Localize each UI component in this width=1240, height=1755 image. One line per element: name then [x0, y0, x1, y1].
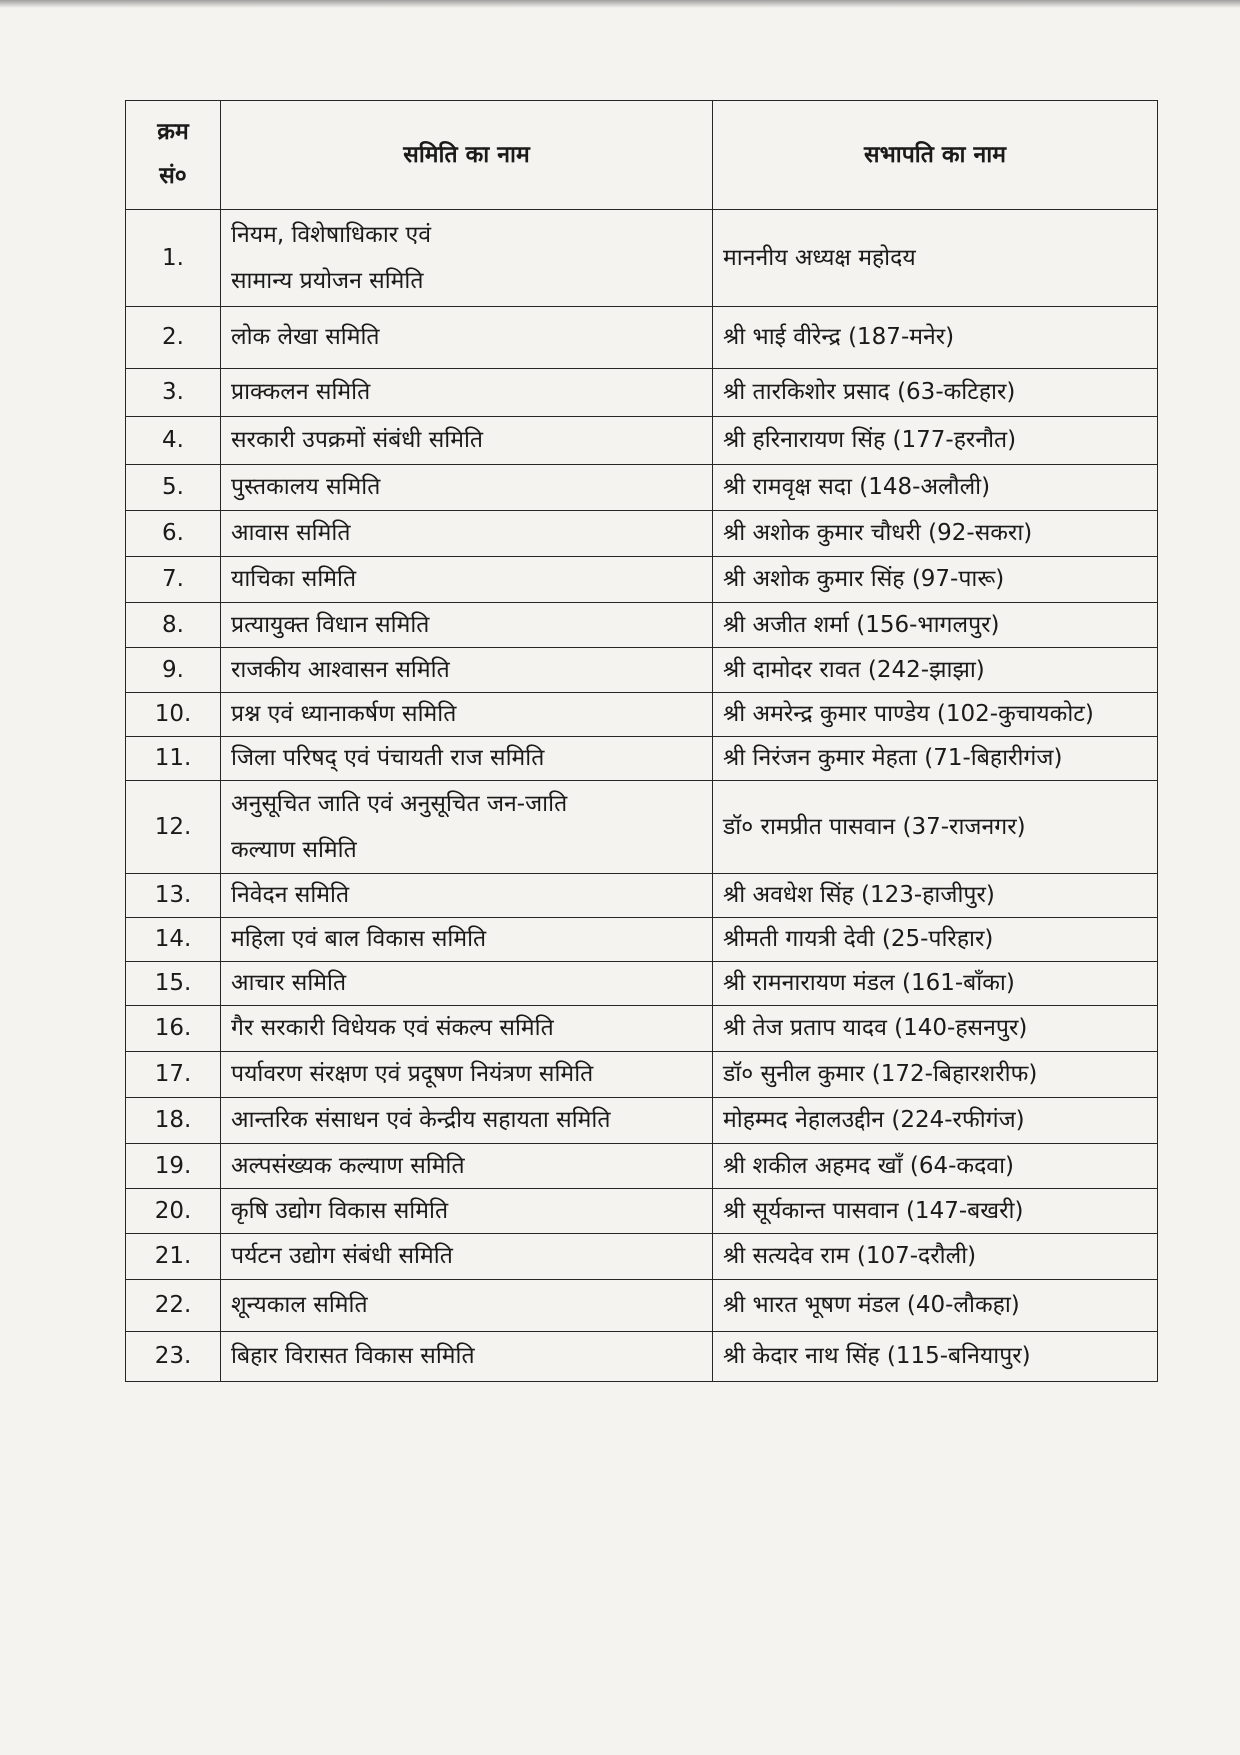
committee-name-cell: आचार समिति [221, 962, 713, 1006]
serial-number-cell: 14. [126, 918, 221, 962]
serial-header-line2: सं० [159, 163, 187, 189]
chairman-name-cell: डॉ० रामप्रीत पासवान (37-राजनगर) [713, 781, 1158, 874]
committee-name-line2: कल्याण समिति [231, 837, 357, 863]
serial-number-cell: 15. [126, 962, 221, 1006]
committee-name-line1: अनुसूचित जाति एवं अनुसूचित जन-जाति [231, 791, 568, 817]
table-row [126, 369, 1158, 417]
chairman-name-cell: माननीय अध्यक्ष महोदय [713, 210, 1158, 307]
committee-name-cell: पर्यटन उद्योग संबंधी समिति [221, 1234, 713, 1280]
document-page [125, 100, 1157, 1382]
serial-number-cell: 11. [126, 737, 221, 781]
chairman-name-cell: श्री तारकिशोर प्रसाद (63-कटिहार) [713, 369, 1158, 417]
committee-name-cell: प्राक्कलन समिति [221, 369, 713, 417]
scan-top-edge [0, 0, 1240, 8]
serial-number-cell: 1. [126, 210, 221, 307]
committee-name-cell: निवेदन समिति [221, 874, 713, 918]
chairman-name-cell: श्री केदार नाथ सिंह (115-बनियापुर) [713, 1332, 1158, 1382]
table-row [126, 1052, 1158, 1098]
table-row [126, 962, 1158, 1006]
committee-name-cell [221, 781, 713, 874]
serial-number-cell: 10. [126, 693, 221, 737]
header-row [126, 101, 1158, 210]
serial-number-cell: 3. [126, 369, 221, 417]
serial-number-cell: 8. [126, 603, 221, 648]
chairman-name-cell: श्री भाई वीरेन्द्र (187-मनेर) [713, 307, 1158, 369]
chairman-name-cell: श्री अशोक कुमार सिंह (97-पारू) [713, 557, 1158, 603]
table-row [126, 874, 1158, 918]
table-row [126, 918, 1158, 962]
serial-number-cell: 5. [126, 465, 221, 511]
committee-name-cell: पुस्तकालय समिति [221, 465, 713, 511]
serial-number-cell: 19. [126, 1144, 221, 1189]
table-row [126, 648, 1158, 693]
committee-name-line1: नियम, विशेषाधिकार एवं [231, 222, 432, 248]
serial-number-header [126, 101, 221, 210]
table-row [126, 1098, 1158, 1144]
serial-number-cell: 12. [126, 781, 221, 874]
chairman-name-header: सभापति का नाम [713, 101, 1158, 210]
committee-name-cell: महिला एवं बाल विकास समिति [221, 918, 713, 962]
committee-name-cell: आवास समिति [221, 511, 713, 557]
committee-name-cell: लोक लेखा समिति [221, 307, 713, 369]
chairman-name-cell: डॉ० सुनील कुमार (172-बिहारशरीफ) [713, 1052, 1158, 1098]
chairman-name-cell: श्री अजीत शर्मा (156-भागलपुर) [713, 603, 1158, 648]
committee-name-cell: अल्पसंख्यक कल्याण समिति [221, 1144, 713, 1189]
chairman-name-cell: श्री अवधेश सिंह (123-हाजीपुर) [713, 874, 1158, 918]
committee-name-cell: बिहार विरासत विकास समिति [221, 1332, 713, 1382]
table-body [126, 210, 1158, 1382]
serial-number-cell: 2. [126, 307, 221, 369]
committee-name-cell: कृषि उद्योग विकास समिति [221, 1189, 713, 1234]
table-row [126, 465, 1158, 511]
table-row [126, 557, 1158, 603]
committee-name-cell: याचिका समिति [221, 557, 713, 603]
chairman-name-cell: मोहम्मद नेहालउद्दीन (224-रफीगंज) [713, 1098, 1158, 1144]
table-row [126, 1332, 1158, 1382]
table-row [126, 781, 1158, 874]
chairman-name-cell: श्री सत्यदेव राम (107-दरौली) [713, 1234, 1158, 1280]
table-row [126, 737, 1158, 781]
table-row [126, 1189, 1158, 1234]
serial-number-cell: 7. [126, 557, 221, 603]
serial-number-cell: 21. [126, 1234, 221, 1280]
table-row [126, 693, 1158, 737]
committee-name-line2: सामान्य प्रयोजन समिति [231, 268, 424, 294]
chairman-name-cell: श्री रामवृक्ष सदा (148-अलौली) [713, 465, 1158, 511]
table-row [126, 1234, 1158, 1280]
table-row [126, 1280, 1158, 1332]
committee-name-header: समिति का नाम [221, 101, 713, 210]
serial-number-cell: 4. [126, 417, 221, 465]
committee-name-cell: पर्यावरण संरक्षण एवं प्रदूषण नियंत्रण समिति [221, 1052, 713, 1098]
chairman-name-cell: श्री सूर्यकान्त पासवान (147-बखरी) [713, 1189, 1158, 1234]
serial-number-cell: 22. [126, 1280, 221, 1332]
table-row [126, 603, 1158, 648]
committee-name-cell: जिला परिषद् एवं पंचायती राज समिति [221, 737, 713, 781]
chairman-name-cell: श्री भारत भूषण मंडल (40-लौकहा) [713, 1280, 1158, 1332]
committee-name-cell [221, 210, 713, 307]
committee-name-cell: शून्यकाल समिति [221, 1280, 713, 1332]
serial-header-line1: क्रम [157, 119, 189, 146]
committee-name-cell: प्रत्यायुक्त विधान समिति [221, 603, 713, 648]
table-row [126, 210, 1158, 307]
committee-name-cell: आन्तरिक संसाधन एवं केन्द्रीय सहायता समिति [221, 1098, 713, 1144]
serial-number-cell: 13. [126, 874, 221, 918]
serial-number-cell: 6. [126, 511, 221, 557]
table-row [126, 511, 1158, 557]
chairman-name-cell: श्री अमरेन्द्र कुमार पाण्डेय (102-कुचायकोट) [713, 693, 1158, 737]
committee-table [125, 100, 1158, 1382]
chairman-name-cell: श्री रामनारायण मंडल (161-बाँका) [713, 962, 1158, 1006]
chairman-name-cell: श्री शकील अहमद खाँ (64-कदवा) [713, 1144, 1158, 1189]
committee-name-cell: प्रश्न एवं ध्यानाकर्षण समिति [221, 693, 713, 737]
committee-name-cell: सरकारी उपक्रमों संबंधी समिति [221, 417, 713, 465]
table-row [126, 1006, 1158, 1052]
committee-name-cell: गैर सरकारी विधेयक एवं संकल्प समिति [221, 1006, 713, 1052]
chairman-name-cell: श्री निरंजन कुमार मेहता (71-बिहारीगंज) [713, 737, 1158, 781]
serial-number-cell: 16. [126, 1006, 221, 1052]
chairman-name-cell: श्री दामोदर रावत (242-झाझा) [713, 648, 1158, 693]
chairman-name-cell: श्रीमती गायत्री देवी (25-परिहार) [713, 918, 1158, 962]
serial-number-cell: 20. [126, 1189, 221, 1234]
chairman-name-cell: श्री अशोक कुमार चौधरी (92-सकरा) [713, 511, 1158, 557]
committee-name-cell: राजकीय आश्वासन समिति [221, 648, 713, 693]
chairman-name-cell: श्री तेज प्रताप यादव (140-हसनपुर) [713, 1006, 1158, 1052]
serial-number-cell: 17. [126, 1052, 221, 1098]
chairman-name-cell: श्री हरिनारायण सिंह (177-हरनौत) [713, 417, 1158, 465]
serial-number-cell: 23. [126, 1332, 221, 1382]
serial-number-cell: 9. [126, 648, 221, 693]
serial-number-cell: 18. [126, 1098, 221, 1144]
table-row [126, 307, 1158, 369]
table-row [126, 417, 1158, 465]
table-row [126, 1144, 1158, 1189]
